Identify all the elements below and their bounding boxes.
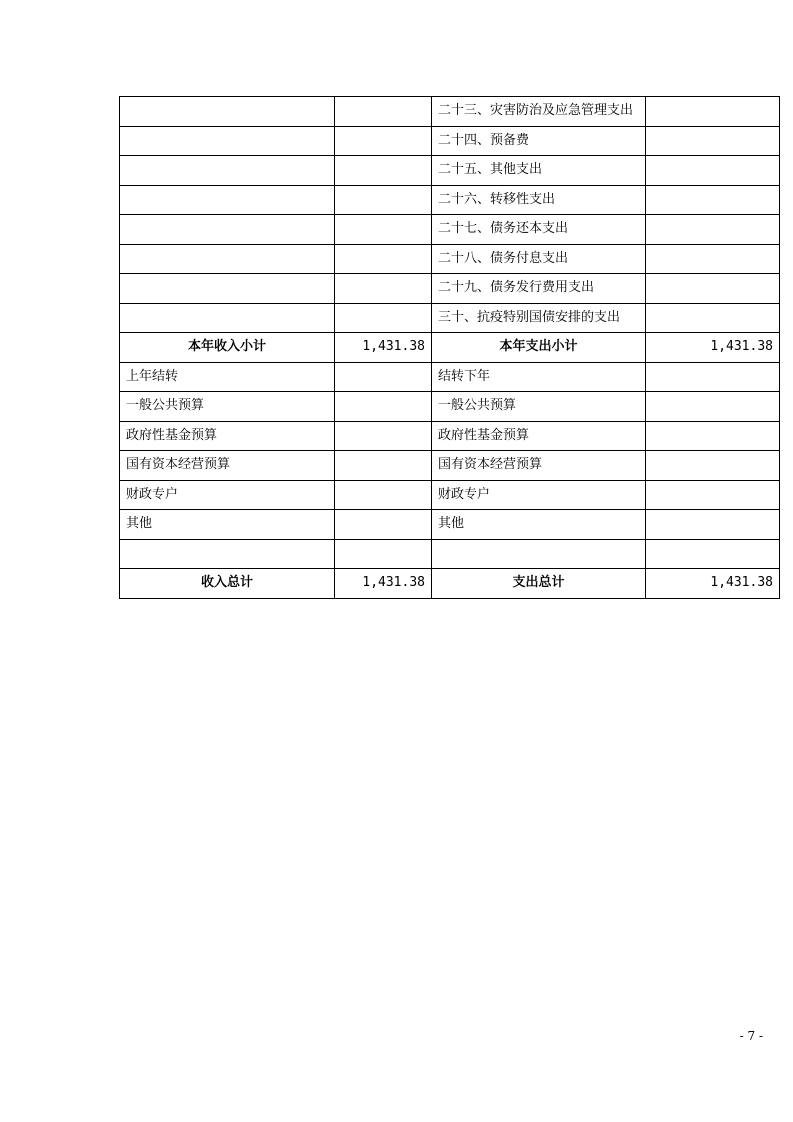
income-carry-label: 上年结转 (120, 362, 335, 392)
expense-amount-cell (646, 274, 780, 304)
expense-carry-item: 其他 (432, 510, 646, 540)
income-amount-cell (335, 451, 432, 481)
expense-total-value: 1,431.38 (646, 569, 780, 599)
expense-amount-cell (646, 392, 780, 422)
table-row (120, 480, 780, 510)
income-item-cell (120, 126, 335, 156)
subtotal-row (120, 333, 780, 363)
income-item-cell (120, 215, 335, 245)
table-row (120, 510, 780, 540)
expense-item-cell: 二十七、债务还本支出 (432, 215, 646, 245)
table-row (120, 421, 780, 451)
income-amount-cell (335, 185, 432, 215)
income-amount-cell (335, 126, 432, 156)
expense-amount-cell (646, 480, 780, 510)
income-amount-cell (335, 244, 432, 274)
income-amount-cell (335, 421, 432, 451)
income-total-value: 1,431.38 (335, 569, 432, 599)
budget-table (119, 96, 780, 599)
page-number: - 7 - (739, 1029, 763, 1043)
income-amount-cell (335, 362, 432, 392)
expense-amount-cell (646, 451, 780, 481)
table-row (120, 156, 780, 186)
expense-amount-cell (646, 126, 780, 156)
table-row (120, 303, 780, 333)
income-item-cell (120, 156, 335, 186)
table-row (120, 97, 780, 127)
expense-carry-item: 财政专户 (432, 480, 646, 510)
expense-subtotal-value: 1,431.38 (646, 333, 780, 363)
income-amount-cell (335, 215, 432, 245)
expense-item-cell: 三十、抗疫特别国债安排的支出 (432, 303, 646, 333)
income-item-cell (120, 274, 335, 304)
income-carry-item: 一般公共预算 (120, 392, 335, 422)
expense-amount-cell (646, 362, 780, 392)
income-carry-item: 国有资本经营预算 (120, 451, 335, 481)
expense-amount-cell (646, 421, 780, 451)
income-total-label: 收入总计 (120, 569, 335, 599)
income-item-cell (120, 539, 335, 569)
table-row (120, 244, 780, 274)
expense-amount-cell (646, 303, 780, 333)
expense-amount-cell (646, 510, 780, 540)
expense-carry-label: 结转下年 (432, 362, 646, 392)
income-item-cell (120, 185, 335, 215)
income-amount-cell (335, 97, 432, 127)
income-subtotal-value: 1,431.38 (335, 333, 432, 363)
income-amount-cell (335, 274, 432, 304)
expense-carry-item: 一般公共预算 (432, 392, 646, 422)
table-row (120, 539, 780, 569)
expense-item-cell (432, 539, 646, 569)
income-item-cell (120, 303, 335, 333)
income-carry-item: 政府性基金预算 (120, 421, 335, 451)
income-amount-cell (335, 539, 432, 569)
income-amount-cell (335, 392, 432, 422)
carry-header-row (120, 362, 780, 392)
table-row (120, 392, 780, 422)
expense-amount-cell (646, 244, 780, 274)
table-row (120, 126, 780, 156)
income-carry-item: 其他 (120, 510, 335, 540)
expense-carry-item: 国有资本经营预算 (432, 451, 646, 481)
expense-amount-cell (646, 539, 780, 569)
grand-total-row (120, 569, 780, 599)
expense-item-cell: 二十六、转移性支出 (432, 185, 646, 215)
income-amount-cell (335, 510, 432, 540)
expense-amount-cell (646, 185, 780, 215)
income-item-cell (120, 97, 335, 127)
expense-item-cell: 二十九、债务发行费用支出 (432, 274, 646, 304)
income-amount-cell (335, 480, 432, 510)
expense-item-cell: 二十八、债务付息支出 (432, 244, 646, 274)
expense-total-label: 支出总计 (432, 569, 646, 599)
income-subtotal-label: 本年收入小计 (120, 333, 335, 363)
expense-subtotal-label: 本年支出小计 (432, 333, 646, 363)
income-item-cell (120, 244, 335, 274)
expense-amount-cell (646, 215, 780, 245)
income-carry-item: 财政专户 (120, 480, 335, 510)
table-row (120, 451, 780, 481)
expense-item-cell: 二十三、灾害防治及应急管理支出 (432, 97, 646, 127)
expense-item-cell: 二十四、预备费 (432, 126, 646, 156)
expense-item-cell: 二十五、其他支出 (432, 156, 646, 186)
table-row (120, 274, 780, 304)
expense-amount-cell (646, 156, 780, 186)
income-amount-cell (335, 156, 432, 186)
expense-carry-item: 政府性基金预算 (432, 421, 646, 451)
table-row (120, 215, 780, 245)
expense-amount-cell (646, 97, 780, 127)
income-amount-cell (335, 303, 432, 333)
table-row (120, 185, 780, 215)
